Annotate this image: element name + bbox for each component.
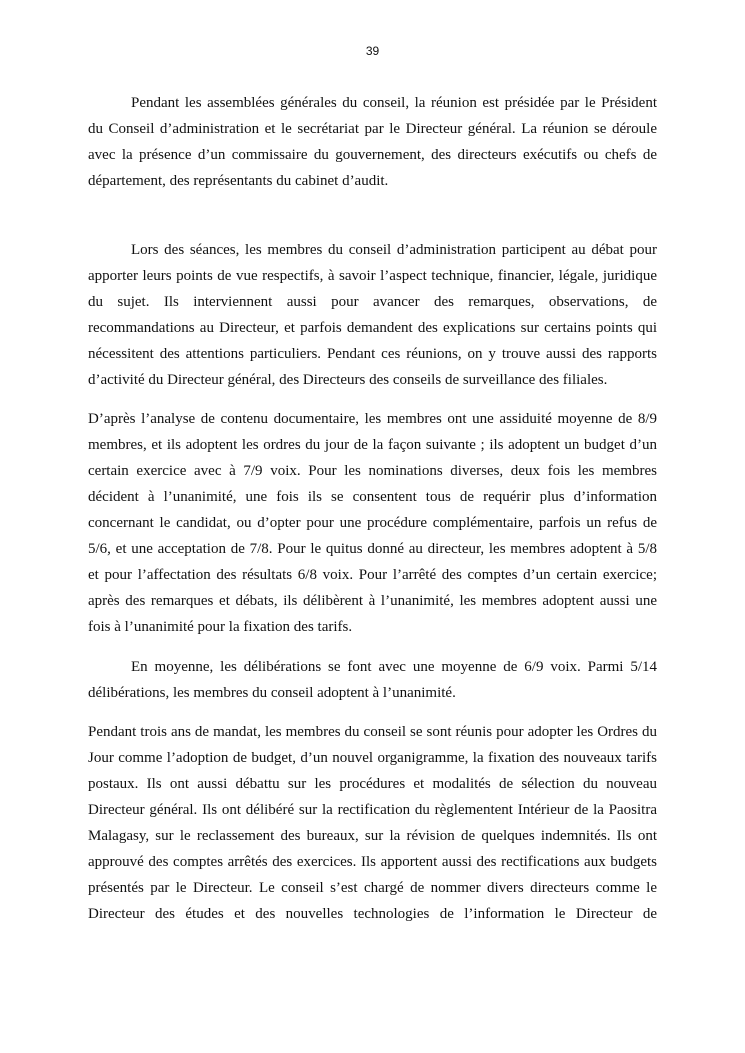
text-line: Jour comme l’adoption de budget, d’un nouvel organigramme, la fixation des nouveaux tarifs [88, 750, 657, 766]
text-line: délibérations, les membres du conseil adoptent à l’unanimité. [88, 685, 456, 701]
paragraph-2 [88, 237, 657, 393]
text-line: approuvé des comptes arrêtés des exercices. Ils apportent aussi des rectifications aux budgets [88, 854, 657, 870]
text-line: apporter leurs points de vue respectifs, à savoir l’aspect technique, financier, légale, juridique [88, 268, 657, 284]
text-line: membres, et ils adoptent les ordres du jour de la façon suivante ; ils adoptent un budget d’un [88, 437, 657, 453]
text-line: Pendant trois ans de mandat, les membres du conseil se sont réunis pour adopter les Ordres du [88, 724, 657, 740]
text-line: certain exercice avec à 7/9 voix. Pour les nominations diverses, deux fois les membres [88, 463, 657, 479]
text-line: présentés par le Directeur. Le conseil s’est chargé de nommer divers directeurs comme le [88, 880, 657, 896]
text-line: avec la présence d’un commissaire du gouvernement, des directeurs exécutifs ou chefs de [88, 147, 657, 163]
text-line: Pendant les assemblées générales du conseil, la réunion est présidée par le Président [131, 95, 657, 111]
text-line: Directeur général. Ils ont délibéré sur la rectification du règlementent Intérieur de la Paositra [88, 802, 657, 818]
text-line: recommandations au Directeur, et parfois demandent des explications sur certains points qui [88, 320, 657, 336]
text-line: 5/6, et une acceptation de 7/8. Pour le quitus donné au directeur, les membres adoptent à 5/8 [88, 541, 657, 557]
paragraph-1 [88, 90, 657, 194]
text-line: du sujet. Ils interviennent aussi pour avancer des remarques, observations, de [88, 294, 657, 310]
page-number: 39 [365, 44, 380, 58]
paragraph-5 [88, 719, 657, 927]
text-line: du Conseil d’administration et le secrétariat par le Directeur général. La réunion se déroule [88, 121, 657, 137]
paragraph-4 [88, 654, 657, 706]
text-line: après des remarques et débats, ils délibèrent à l’unanimité, les membres adoptent aussi une [88, 593, 657, 609]
text-line: d’activité du Directeur général, des Directeurs des conseils de surveillance des filiales. [88, 372, 608, 388]
text-line: En moyenne, les délibérations se font avec une moyenne de 6/9 voix. Parmi 5/14 [131, 659, 657, 675]
paragraph-3 [88, 406, 657, 640]
text-line: concernant le candidat, ou d’opter pour une procédure complémentaire, parfois un refus de [88, 515, 657, 531]
text-line: Directeur des études et des nouvelles technologies de l’information le Directeur de [88, 906, 657, 922]
text-line: postaux. Ils ont aussi débattu sur les procédures et modalités de sélection du nouveau [88, 776, 657, 792]
text-line: fois à l’unanimité pour la fixation des tarifs. [88, 619, 353, 635]
text-line: département, des représentants du cabinet d’audit. [88, 173, 389, 189]
text-line: nécessitent des attentions particuliers. Pendant ces réunions, on y trouve aussi des rapports [88, 346, 657, 362]
text-line: décident à l’unanimité, une fois ils se consentent tous de requérir plus d’information [88, 489, 657, 505]
text-line: et pour l’affectation des résultats 6/8 voix. Pour l’arrêté des comptes d’un certain exercice; [88, 567, 657, 583]
text-line: Malagasy, sur le reclassement des bureaux, sur la révision de quelques indemnités. Ils ont [88, 828, 657, 844]
text-line: D’après l’analyse de contenu documentaire, les membres ont une assiduité moyenne de 8/9 [88, 411, 657, 427]
text-line: Lors des séances, les membres du conseil d’administration participent au débat pour [131, 242, 657, 258]
